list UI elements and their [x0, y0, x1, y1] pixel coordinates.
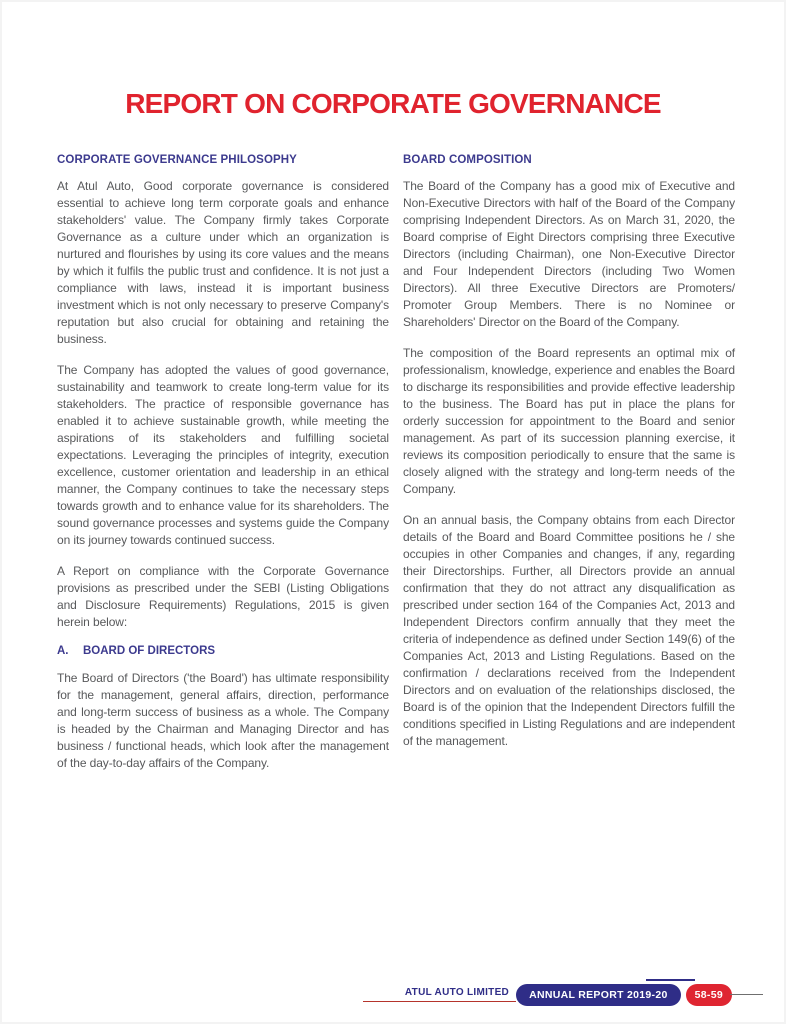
heading-board-composition: BOARD COMPOSITION — [403, 154, 532, 166]
heading-corporate-governance-philosophy: CORPORATE GOVERNANCE PHILOSOPHY — [57, 154, 297, 166]
page-number-badge: 58-59 — [686, 984, 732, 1006]
section-heading-text: BOARD OF DIRECTORS — [83, 645, 216, 657]
paragraph: A Report on compliance with the Corporate Governance provisions as prescribed under the SEBI (Listing Obligations and Disclosure Requirements) Regulations, 2015 is given herein below: — [57, 564, 389, 629]
company-name: ATUL AUTO LIMITED — [363, 987, 516, 1002]
page-title: REPORT ON CORPORATE GOVERNANCE — [125, 88, 661, 119]
paragraph: On an annual basis, the Company obtains from each Director details of the Board and Board Committee positions he / she occupies in other Companies and changes, if any, regarding their Directorships. Further, all Directors provide an annual confirmation that they do not attract any disqualification as prescribed under section 164 of the Companies Act, 2013 and Independent Directors confirm annually that they meet the criteria of independence as defined under Section 149(6) of the Companies Act, 2013 and Listing Regulations. Based on the confirmation / declarations received from the Independent Directors and on evaluation of the relationships disclosed, the Board is of the opinion that the Independent Directors fulfill the conditions specified in Listing Regulations and are independent of the management. — [403, 513, 735, 748]
section-label: A. — [57, 645, 69, 657]
paragraph: The Company has adopted the values of good governance, sustainability and teamwork to create long-term value for its stakeholders. The practice of responsible governance has enabled it to achieve sustainable growth, while meeting the aspirations of its stakeholders and fulfilling societal expectations. Leveraging the principles of integrity, execution excellence, customer orientation and leadership in an ethical manner, the Company continues to take the necessary steps towards growth and to enhance value for its shareholders. The sound governance processes and systems guide the Company on its journey towards continued success. — [57, 363, 389, 547]
paragraph: The Board of Directors ('the Board') has ultimate responsibility for the management, general affairs, direction, performance and long-term success of business as a whole. The Company is headed by the Chairman and Managing Director and has business / functional heads, which look after the management of the day-to-day affairs of the Company. — [57, 671, 389, 770]
paragraph: The Board of the Company has a good mix of Executive and Non-Executive Directors with half of the Board of the Company comprising Independent Directors. As on March 31, 2020, the Board comprise of Eight Directors comprising three Executive Directors (including Chairman), one Non-Executive Director and Four Independent Directors (including Two Women Directors). All three Executive Directors are Promoters/ Promoter Group Members. There is no Nominee or Shareholders' Director on the Board of the Company. — [403, 179, 735, 329]
footer-accent-line — [646, 979, 695, 981]
paragraph: At Atul Auto, Good corporate governance is considered essential to achieve long term corporate goals and enhance stakeholders' value. The Company firmly takes Corporate Governance as a culture under which an organization is nurtured and flourishes by using its core values and the means by which it fulfils the public trust and confidence. It is not just a compliance with laws, instead it is important business investment which is not only necessary to preserve Company's reputation but also crucial for obtaining and retaining the business. — [57, 179, 389, 346]
annual-report-badge: ANNUAL REPORT 2019-20 — [516, 984, 681, 1006]
content-columns — [57, 154, 735, 786]
paragraph: The composition of the Board represents an optimal mix of professionalism, knowledge, experience and enables the Board to discharge its responsibilities and provide effective leadership to the business. The Board has put in place the plans for orderly succession for appointment to the Board and senior management. As part of its succession planning exercise, it reviews its composition periodically to ensure that the same is closely aligned with the strategy and long-term needs of the Company. — [403, 346, 735, 496]
left-column — [57, 154, 389, 786]
right-column — [403, 154, 735, 786]
footer-rule-line — [730, 994, 763, 995]
heading-board-of-directors — [57, 645, 389, 657]
page-footer — [363, 983, 763, 1006]
